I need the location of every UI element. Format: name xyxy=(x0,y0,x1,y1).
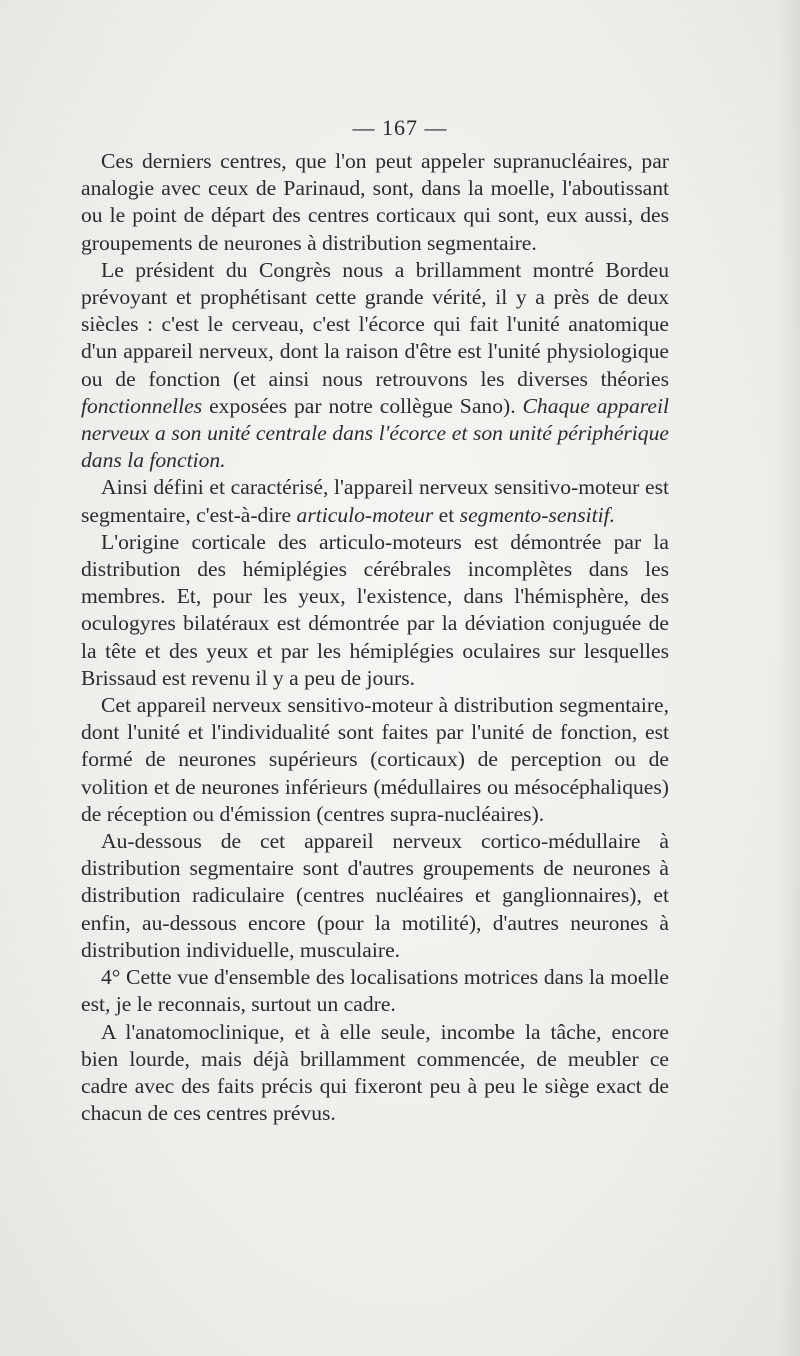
paragraph-1-text: Ces derniers centres, que l'on peut appeler supranucléaires, par analogie avec ceux de Parinaud, sont, dans la moelle, l'aboutissant ou le point de départ des centres corticaux qui sont, eux aussi, des groupements de neurones à distribution segmentaire. xyxy=(81,149,669,255)
body-text xyxy=(81,148,669,1127)
page-edge-shadow xyxy=(778,0,800,1356)
paragraph-4 xyxy=(81,529,669,692)
paragraph-1 xyxy=(81,148,669,257)
paragraph-6 xyxy=(81,828,669,964)
paragraph-3-italic-segmento-sensitif: segmento-sensitif. xyxy=(459,502,616,527)
paragraph-8 xyxy=(81,1019,669,1128)
paragraph-5-text: Cet appareil nerveux sensitivo-moteur à distribution segmentaire, dont l'unité et l'individualité sont faites par l'unité de fonction, est formé de neurones supérieurs (corticaux) de perception ou de volition et de neurones inférieurs (médullaires ou mésocéphaliques) de réception ou d'émission (centres supra-nucléaires). xyxy=(81,693,669,826)
paragraph-2-text-cont: exposées par notre collègue Sano). xyxy=(202,393,523,418)
paragraph-3-text: Ainsi défini et caractérisé, l'appareil nerveux sensitivo-moteur est segmentaire, c'est-à-dire xyxy=(81,475,669,527)
paragraph-2-italic-fonctionnelles: fonctionnelles xyxy=(81,393,203,418)
paragraph-3-italic-articulo-moteur: articulo-moteur xyxy=(296,502,434,527)
paragraph-2 xyxy=(81,257,669,475)
paragraph-7-text: 4° Cette vue d'ensemble des localisations motrices dans la moelle est, je le reconnais, surtout un cadre. xyxy=(81,965,669,1017)
paragraph-3 xyxy=(81,474,669,528)
paragraph-5 xyxy=(81,692,669,828)
page-number: — 167 — xyxy=(352,115,448,140)
paragraph-4-text: L'origine corticale des articulo-moteurs est démontrée par la distribution des hémiplégies cérébrales incomplètes dans les membres. Et, pour les yeux, l'existence, dans l'hémisphère, des oculogyres bilatéraux est démontrée par la déviation conjuguée de la tête et des yeux et par les hémiplégies oculaires sur lesquelles Brissaud est revenu il y a peu de jours. xyxy=(81,529,669,690)
paragraph-8-text: A l'anatomoclinique, et à elle seule, incombe la tâche, encore bien lourde, mais déjà brillamment commencée, de meubler ce cadre avec des faits précis qui fixeront peu à peu le siège exact de chacun de ces centres prévus. xyxy=(81,1019,669,1126)
paragraph-2-text: Le président du Congrès nous a brillamment montré Bordeu prévoyant et prophétisant cette grande vérité, il y a près de deux siècles : c'est le cerveau, c'est l'écorce qui fait l'unité anatomique d'un appareil nerveux, dont la raison d'être est l'unité physiologique ou de fonction (et ainsi nous retrouvons les diverses théories xyxy=(81,257,669,391)
paragraph-6-text: Au-dessous de cet appareil nerveux cortico-médullaire à distribution segmentaire sont d'autres groupements de neurones à distribution radiculaire (centres nucléaires et ganglionnaires), et enfin, au-dessous encore (pour la motilité), d'autres neurones à distribution individuelle, musculaire. xyxy=(81,829,669,962)
paragraph-2-italic-thesis: Chaque appareil nerveux a son unité centrale dans l'écorce et son unité périphérique dans la fonction. xyxy=(81,393,669,473)
paragraph-3-text-et: et xyxy=(433,502,460,527)
paragraph-7 xyxy=(81,964,669,1018)
